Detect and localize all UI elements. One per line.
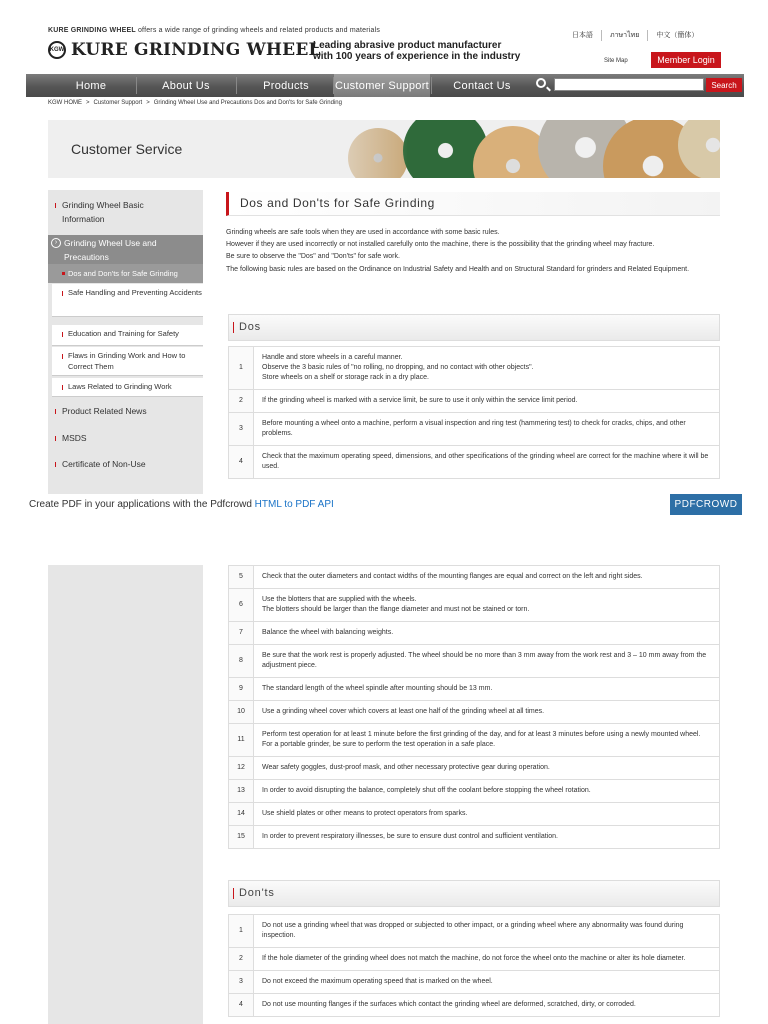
sidebar-item-basic-info[interactable]: Grinding Wheel Basic Information xyxy=(48,198,168,226)
chevron-right-icon: › xyxy=(51,238,61,248)
row-number: 13 xyxy=(229,780,254,803)
table-row xyxy=(229,971,720,994)
pdfcrowd-link[interactable]: HTML to PDF API xyxy=(254,499,334,510)
dos-table xyxy=(228,346,720,479)
row-number: 9 xyxy=(229,678,254,701)
table-row xyxy=(229,413,720,446)
table-row xyxy=(229,915,720,948)
page-title: Dos and Don'ts for Safe Grinding xyxy=(226,192,720,216)
row-number: 10 xyxy=(229,701,254,724)
sidebar-item-product-news[interactable]: Product Related News xyxy=(48,405,203,417)
sidebar-continued xyxy=(48,565,203,1024)
row-number: 1 xyxy=(229,347,254,390)
nav-about-us[interactable]: About Us xyxy=(162,79,210,92)
row-number: 5 xyxy=(229,566,254,589)
row-text: Balance the wheel with balancing weights. xyxy=(254,622,720,645)
row-number: 2 xyxy=(229,948,254,971)
nav-home[interactable]: Home xyxy=(75,79,107,92)
dos-heading: Dos xyxy=(228,314,720,341)
site-map-link[interactable]: Site Map xyxy=(604,58,628,64)
table-row xyxy=(229,589,720,622)
language-switcher xyxy=(564,30,706,41)
pdfcrowd-bar xyxy=(0,494,768,516)
tagline-text: offers a wide range of grinding wheels and related products and materials xyxy=(135,27,381,34)
breadcrumb-current: Grinding Wheel Use and Precautions Dos and Don'ts for Safe Grinding xyxy=(153,100,342,106)
row-text: If the grinding wheel is marked with a service limit, be sure to use it only within the service limit period. xyxy=(254,390,720,413)
page-break xyxy=(0,516,768,565)
page-banner xyxy=(48,120,720,178)
main-nav xyxy=(26,74,744,97)
sidebar-item-msds[interactable]: MSDS xyxy=(48,432,203,444)
nav-contact-us[interactable]: Contact Us xyxy=(453,79,511,92)
row-number: 3 xyxy=(229,971,254,994)
row-number: 6 xyxy=(229,589,254,622)
row-text: Before mounting a wheel onto a machine, perform a visual inspection and ring test (hammering test) to check for cracks, chips, and other problems. xyxy=(254,413,720,446)
row-text: The standard length of the wheel spindle after mounting should be 13 mm. xyxy=(254,678,720,701)
sidebar-item-certificate[interactable]: Certificate of Non-Use xyxy=(48,458,203,470)
table-row xyxy=(229,622,720,645)
lang-japanese[interactable]: 日本語 xyxy=(572,32,593,39)
row-number: 14 xyxy=(229,803,254,826)
row-text: If the hole diameter of the grinding wheel does not match the machine, do not force the wheel onto the machine or alter its hole diameter. xyxy=(254,948,720,971)
breadcrumb-customer-support[interactable]: Customer Support xyxy=(93,100,143,106)
row-text: Check that the maximum operating speed, dimensions, and other specifications of the grinding wheel are correct for the machine where it will be used. xyxy=(254,446,720,479)
header-tagline xyxy=(48,27,380,34)
row-number: 2 xyxy=(229,390,254,413)
table-row xyxy=(229,826,720,849)
table-row xyxy=(229,566,720,589)
row-text: Handle and store wheels in a careful manner. Observe the 3 basic rules of "no rolling, no dropping, and no contact with other objects". Store wheels on a shelf or storage rack in a dry place. xyxy=(254,347,720,390)
row-number: 1 xyxy=(229,915,254,948)
pdfcrowd-message: Create PDF in your applications with the Pdfcrowd xyxy=(29,499,255,510)
row-number: 8 xyxy=(229,645,254,678)
table-row xyxy=(229,678,720,701)
breadcrumb-chevron-icon: > xyxy=(146,100,150,106)
intro-paragraph: Be sure to observe the "Dos" and "Don'ts" for safe work. xyxy=(226,253,400,261)
intro-paragraph: The following basic rules are based on the Ordinance on Industrial Safety and Health and on Structural Standard for grinders and Related Equipment. xyxy=(226,265,690,273)
lang-thai[interactable]: ภาษาไทย xyxy=(601,30,647,41)
sidebar-item-dos-donts[interactable]: Dos and Don'ts for Safe Grinding xyxy=(48,264,203,283)
row-text: In order to avoid disrupting the balance, completely shut off the coolant before stopping the wheel rotation. xyxy=(254,780,720,803)
row-text: Wear safety goggles, dust-proof mask, and other necessary protective gear during operation. xyxy=(254,757,720,780)
site-logo[interactable] xyxy=(48,40,321,60)
nav-divider xyxy=(136,77,137,94)
row-text: Use the blotters that are supplied with the wheels. The blotters should be larger than the flange diameter and must not be stained or torn. xyxy=(254,589,720,622)
intro-paragraph: However if they are used incorrectly or not installed carefully onto the machine, there is the possibility that the grinding wheel may fracture. xyxy=(226,241,655,249)
member-login-button[interactable]: Member Login xyxy=(651,52,721,68)
table-row xyxy=(229,446,720,479)
table-row xyxy=(229,757,720,780)
sidebar-item-flaws[interactable]: Flaws in Grinding Work and How to Correct Them xyxy=(52,347,203,376)
nav-divider xyxy=(236,77,237,94)
table-row xyxy=(229,645,720,678)
table-row xyxy=(229,780,720,803)
row-text: Do not use mounting flanges if the surfaces which contact the grinding wheel are deformed, scratched, dirty, or corroded. xyxy=(254,994,720,1017)
table-row xyxy=(229,390,720,413)
row-text: Use shield plates or other means to protect operators from sparks. xyxy=(254,803,720,826)
sidebar-item-use-precautions[interactable] xyxy=(48,235,203,264)
row-number: 3 xyxy=(229,413,254,446)
logo-emblem-icon: KGW xyxy=(48,41,66,59)
dos-table-continued xyxy=(228,565,720,849)
breadcrumb xyxy=(48,100,342,106)
row-number: 12 xyxy=(229,757,254,780)
row-number: 4 xyxy=(229,446,254,479)
search-button[interactable]: Search xyxy=(706,78,742,92)
banner-title: Customer Service xyxy=(71,141,183,157)
row-number: 4 xyxy=(229,994,254,1017)
row-number: 7 xyxy=(229,622,254,645)
row-number: 15 xyxy=(229,826,254,849)
breadcrumb-home[interactable]: KGW HOME xyxy=(48,100,82,106)
pdfcrowd-badge[interactable]: PDFCROWD xyxy=(670,494,742,515)
logo-text: KURE GRINDING WHEEL xyxy=(71,40,321,60)
row-text: Check that the outer diameters and contact widths of the mounting flanges are equal and correct on the left and right sides. xyxy=(254,566,720,589)
table-row xyxy=(229,724,720,757)
row-number: 11 xyxy=(229,724,254,757)
intro-text xyxy=(226,227,720,276)
logo-subtitle xyxy=(313,40,520,62)
nav-products[interactable]: Products xyxy=(263,79,309,92)
banner-fade xyxy=(288,120,408,178)
table-row xyxy=(229,994,720,1017)
logo-subtitle-line-1: Leading abrasive product manufacturer xyxy=(313,40,502,51)
sidebar-item-use-precautions-label: Grinding Wheel Use and Precautions xyxy=(64,238,157,262)
sidebar xyxy=(48,190,203,498)
logo-subtitle-line-2: with 100 years of experience in the industry xyxy=(313,51,521,62)
sidebar-item-education[interactable]: Education and Training for Safety xyxy=(52,325,203,346)
table-row xyxy=(229,701,720,724)
tagline-brand: KURE GRINDING WHEEL xyxy=(48,27,136,34)
breadcrumb-chevron-icon: > xyxy=(86,100,90,106)
row-text: Do not exceed the maximum operating speed that is marked on the wheel. xyxy=(254,971,720,994)
search-icon xyxy=(536,78,546,88)
donts-heading: Don'ts xyxy=(228,880,720,907)
donts-table xyxy=(228,914,720,1017)
table-row xyxy=(229,803,720,826)
table-row xyxy=(229,948,720,971)
intro-paragraph: Grinding wheels are safe tools when they are used in accordance with some basic rules. xyxy=(226,229,500,236)
sidebar-item-laws[interactable]: Laws Related to Grinding Work xyxy=(52,378,203,397)
row-text: Use a grinding wheel cover which covers at least one half of the grinding wheel at all times. xyxy=(254,701,720,724)
sidebar-item-safe-handling[interactable]: Safe Handling and Preventing Accidents xyxy=(52,284,203,317)
row-text: Do not use a grinding wheel that was dropped or subjected to other impact, or a grinding wheel where any abnormality was found during inspection. xyxy=(254,915,720,948)
search-input[interactable] xyxy=(554,78,704,91)
lang-chinese[interactable]: 中文（簡体） xyxy=(647,30,706,41)
pdfcrowd-text xyxy=(29,499,334,510)
row-text: Perform test operation for at least 1 minute before the first grinding of the day, and for at least 3 minutes before using a newly mounted wheel. For a portable grinder, be sure to perform the test operation in a safe place. xyxy=(254,724,720,757)
table-row xyxy=(229,347,720,390)
row-text: Be sure that the work rest is properly adjusted. The wheel should be no more than 3 mm away from the work rest and 3 – 10 mm away from the adjustment piece. xyxy=(254,645,720,678)
row-text: In order to prevent respiratory illnesses, be sure to ensure dust control and sufficient ventilation. xyxy=(254,826,720,849)
nav-customer-support[interactable]: Customer Support xyxy=(334,74,430,97)
